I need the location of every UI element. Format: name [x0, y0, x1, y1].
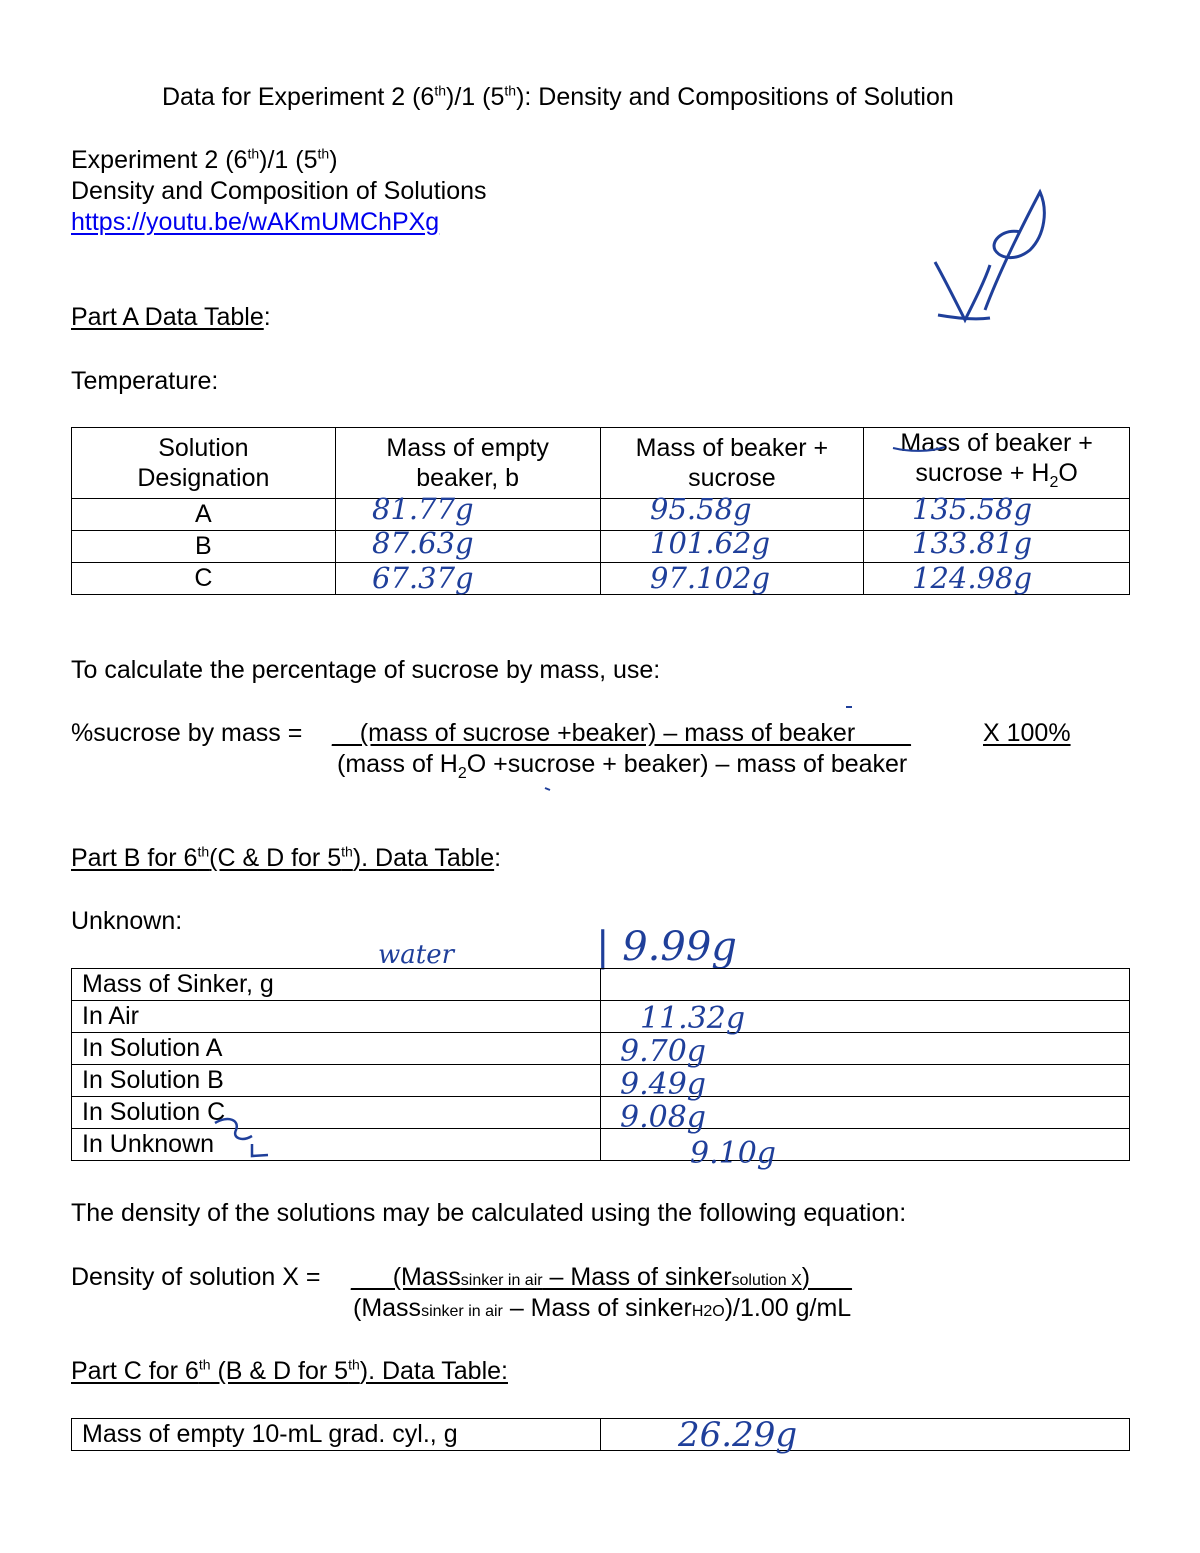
hand-grad-cyl-mass: 26.29g: [678, 1415, 798, 1455]
part-c-data-table: [71, 1418, 1130, 1451]
density-intro: The density of the solutions may be calculated using the following equation:: [71, 1199, 907, 1227]
hand-unknown-identity: water: [378, 940, 455, 970]
temperature-label: Temperature:: [71, 367, 219, 395]
hand-sinker-a: 9.70g: [620, 1034, 707, 1069]
row-label: Mass of Sinker, g: [72, 969, 601, 1001]
hand-water-b: 133.81g: [912, 526, 1033, 560]
hand-sinker-unknown: 9.10g: [690, 1136, 777, 1171]
hand-sucrose-b: 101.62g: [650, 526, 771, 560]
row-label: In Solution C: [72, 1097, 601, 1129]
hand-sucrose-a: 95.58g: [650, 492, 752, 526]
calc-intro: To calculate the percentage of sucrose by mass, use:: [71, 656, 661, 684]
hand-sucrose-c: 97.102g: [650, 561, 771, 595]
unknown-label: Unknown:: [71, 907, 183, 935]
experiment-line: Experiment 2 (6th)/1 (5th): [71, 145, 338, 174]
formula-percent-times: X 100%: [983, 719, 1071, 747]
hand-sinker-air: 11.32g: [640, 1001, 746, 1036]
hand-empty-b: 87.63g: [372, 526, 474, 560]
hand-unknown-value: | 9.99g: [596, 924, 737, 970]
hand-water-a: 135.58g: [912, 492, 1033, 526]
header-mass-beaker-sucrose-water: Mass of beaker + sucrose + $H_2O$: [864, 428, 1130, 499]
hand-empty-c: 67.37g: [372, 561, 474, 595]
part-b-heading: Part B for 6th(C & D for 5th). Data Table:: [71, 843, 502, 872]
table-header-row: [72, 428, 1130, 499]
header-mass-beaker-sucrose: Mass of beaker + sucrose: [600, 428, 864, 499]
table-row: [72, 1001, 1130, 1033]
header-mass-empty-beaker: Mass of empty beaker, b: [335, 428, 600, 499]
header-solution-designation: Solution Designation: [72, 428, 336, 499]
video-link[interactable]: https://youtu.be/wAKmUMChPXg: [71, 208, 440, 236]
table-row: [72, 969, 1130, 1001]
table-row: [72, 1065, 1130, 1097]
table-row: [72, 1419, 1130, 1451]
table-row: [72, 1097, 1130, 1129]
row-label: C: [72, 563, 336, 595]
row-label: B: [72, 531, 336, 563]
row-label: In Solution A: [72, 1033, 601, 1065]
handwritten-cell: [600, 969, 1129, 1001]
hand-sinker-c: 9.08g: [620, 1100, 707, 1135]
row-label: In Solution B: [72, 1065, 601, 1097]
row-label: Mass of empty 10-mL grad. cyl., g: [72, 1419, 601, 1451]
hand-water-c: 124.98g: [912, 561, 1033, 595]
table-row: [72, 1033, 1130, 1065]
sinker-mass-table: [71, 968, 1130, 1161]
formula-density-denominator: (Masssinker in air – Mass of sinkerH2O)/1.00 g/mL: [353, 1294, 852, 1322]
part-a-heading: Part A Data Table:: [71, 303, 271, 331]
hand-empty-a: 81.77g: [372, 492, 474, 526]
formula-density-lhs: Density of solution X =: [71, 1263, 321, 1291]
document-title: Data for Experiment 2 (6th)/1 (5th): Density and Compositions of Solution: [162, 82, 954, 111]
row-label: A: [72, 499, 336, 531]
formula-percent-lhs: %sucrose by mass =: [71, 719, 303, 747]
experiment-subtitle: Density and Composition of Solutions: [71, 177, 487, 205]
table-row: [72, 1129, 1130, 1161]
formula-percent-denominator: (mass of $H_2O$ +sucrose + beaker) – mass of beaker: [337, 750, 908, 782]
row-label: In Air: [72, 1001, 601, 1033]
hand-sinker-b: 9.49g: [620, 1067, 707, 1102]
part-c-heading: Part C for 6th (B & D for 5th). Data Table:: [71, 1356, 508, 1385]
row-label: In Unknown: [72, 1129, 601, 1161]
formula-percent-numerator: __(mass of sucrose +beaker) – mass of beaker____: [332, 719, 911, 747]
formula-density-numerator: ___(Masssinker in air – Mass of sinkersolution X)___: [351, 1263, 852, 1291]
